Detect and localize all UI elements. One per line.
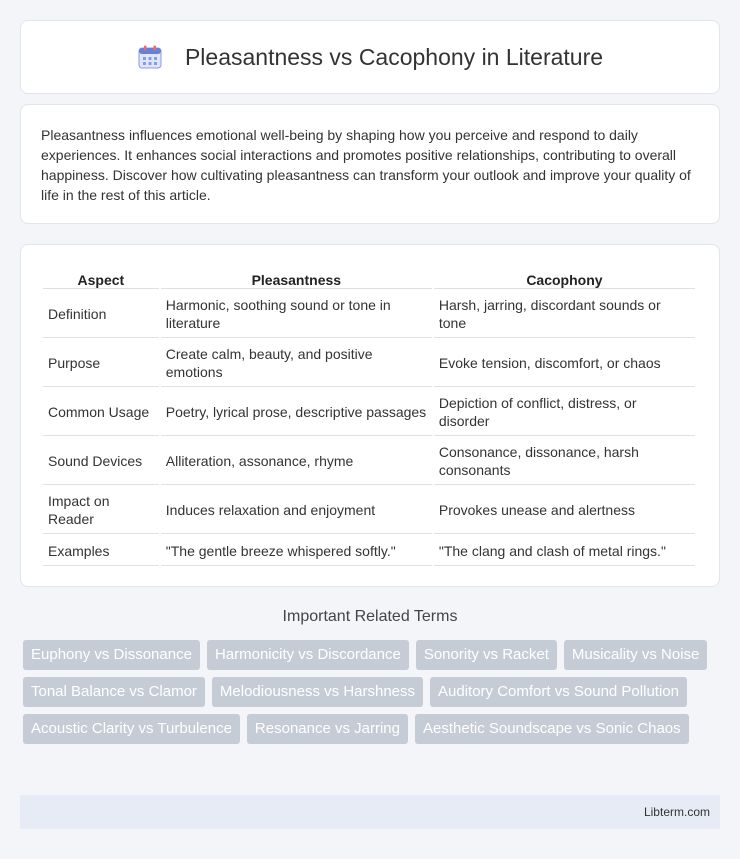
cell-pleasantness: Induces relaxation and enjoyment bbox=[161, 487, 432, 534]
table-row bbox=[43, 438, 695, 485]
table-row bbox=[43, 389, 695, 436]
header-cacophony: Cacophony bbox=[434, 267, 695, 289]
cell-cacophony: Consonance, dissonance, harsh consonants bbox=[434, 438, 695, 485]
related-term-tag[interactable]: Sonority vs Racket bbox=[416, 640, 557, 670]
intro-text: Pleasantness influences emotional well-being by shaping how you perceive and respond to daily experiences. It enhances social interactions and promotes positive relationships, contributing to overall happiness. Discover how cultivating pleasantness can transform your outlook and improve your quality of life in the rest of this article. bbox=[41, 127, 691, 203]
cell-aspect: Definition bbox=[43, 291, 159, 338]
cell-aspect: Common Usage bbox=[43, 389, 159, 436]
related-term-tag[interactable]: Tonal Balance vs Clamor bbox=[23, 677, 205, 707]
intro-card bbox=[20, 104, 720, 224]
cell-pleasantness: Poetry, lyrical prose, descriptive passages bbox=[161, 389, 432, 436]
table-row bbox=[43, 291, 695, 338]
related-term-tag[interactable]: Musicality vs Noise bbox=[564, 640, 708, 670]
table-row bbox=[43, 536, 695, 566]
cell-cacophony: Harsh, jarring, discordant sounds or tone bbox=[434, 291, 695, 338]
cell-aspect: Examples bbox=[43, 536, 159, 566]
related-term-tag[interactable]: Aesthetic Soundscape vs Sonic Chaos bbox=[415, 714, 689, 744]
related-term-tag[interactable]: Euphony vs Dissonance bbox=[23, 640, 200, 670]
related-term-tag[interactable]: Resonance vs Jarring bbox=[247, 714, 408, 744]
related-term-tag[interactable]: Acoustic Clarity vs Turbulence bbox=[23, 714, 240, 744]
cell-aspect: Purpose bbox=[43, 340, 159, 387]
cell-pleasantness: Harmonic, soothing sound or tone in literature bbox=[161, 291, 432, 338]
cell-aspect: Sound Devices bbox=[43, 438, 159, 485]
header-pleasantness: Pleasantness bbox=[161, 267, 432, 289]
cell-cacophony: "The clang and clash of metal rings." bbox=[434, 536, 695, 566]
comparison-table bbox=[41, 265, 697, 568]
cell-cacophony: Provokes unease and alertness bbox=[434, 487, 695, 534]
related-terms-title: Important Related Terms bbox=[282, 608, 458, 625]
cell-cacophony: Depiction of conflict, distress, or disorder bbox=[434, 389, 695, 436]
cell-pleasantness: "The gentle breeze whispered softly." bbox=[161, 536, 432, 566]
calendar-icon bbox=[137, 44, 163, 70]
page-title: Pleasantness vs Cacophony in Literature bbox=[184, 43, 604, 70]
header-aspect: Aspect bbox=[43, 267, 159, 289]
cell-cacophony: Evoke tension, discomfort, or chaos bbox=[434, 340, 695, 387]
footer bbox=[20, 795, 720, 829]
header-card bbox=[20, 20, 720, 94]
cell-pleasantness: Create calm, beauty, and positive emotions bbox=[161, 340, 432, 387]
table-row bbox=[43, 487, 695, 534]
cell-aspect: Impact on Reader bbox=[43, 487, 159, 534]
footer-brand[interactable]: Libterm.com bbox=[643, 805, 710, 819]
related-term-tag[interactable]: Harmonicity vs Discordance bbox=[207, 640, 409, 670]
comparison-table-card bbox=[20, 244, 720, 587]
cell-pleasantness: Alliteration, assonance, rhyme bbox=[161, 438, 432, 485]
table-header-row bbox=[43, 267, 695, 289]
related-term-tag[interactable]: Melodiousness vs Harshness bbox=[212, 677, 423, 707]
related-term-tag[interactable]: Auditory Comfort vs Sound Pollution bbox=[430, 677, 687, 707]
related-terms-list bbox=[23, 640, 723, 751]
table-row bbox=[43, 340, 695, 387]
